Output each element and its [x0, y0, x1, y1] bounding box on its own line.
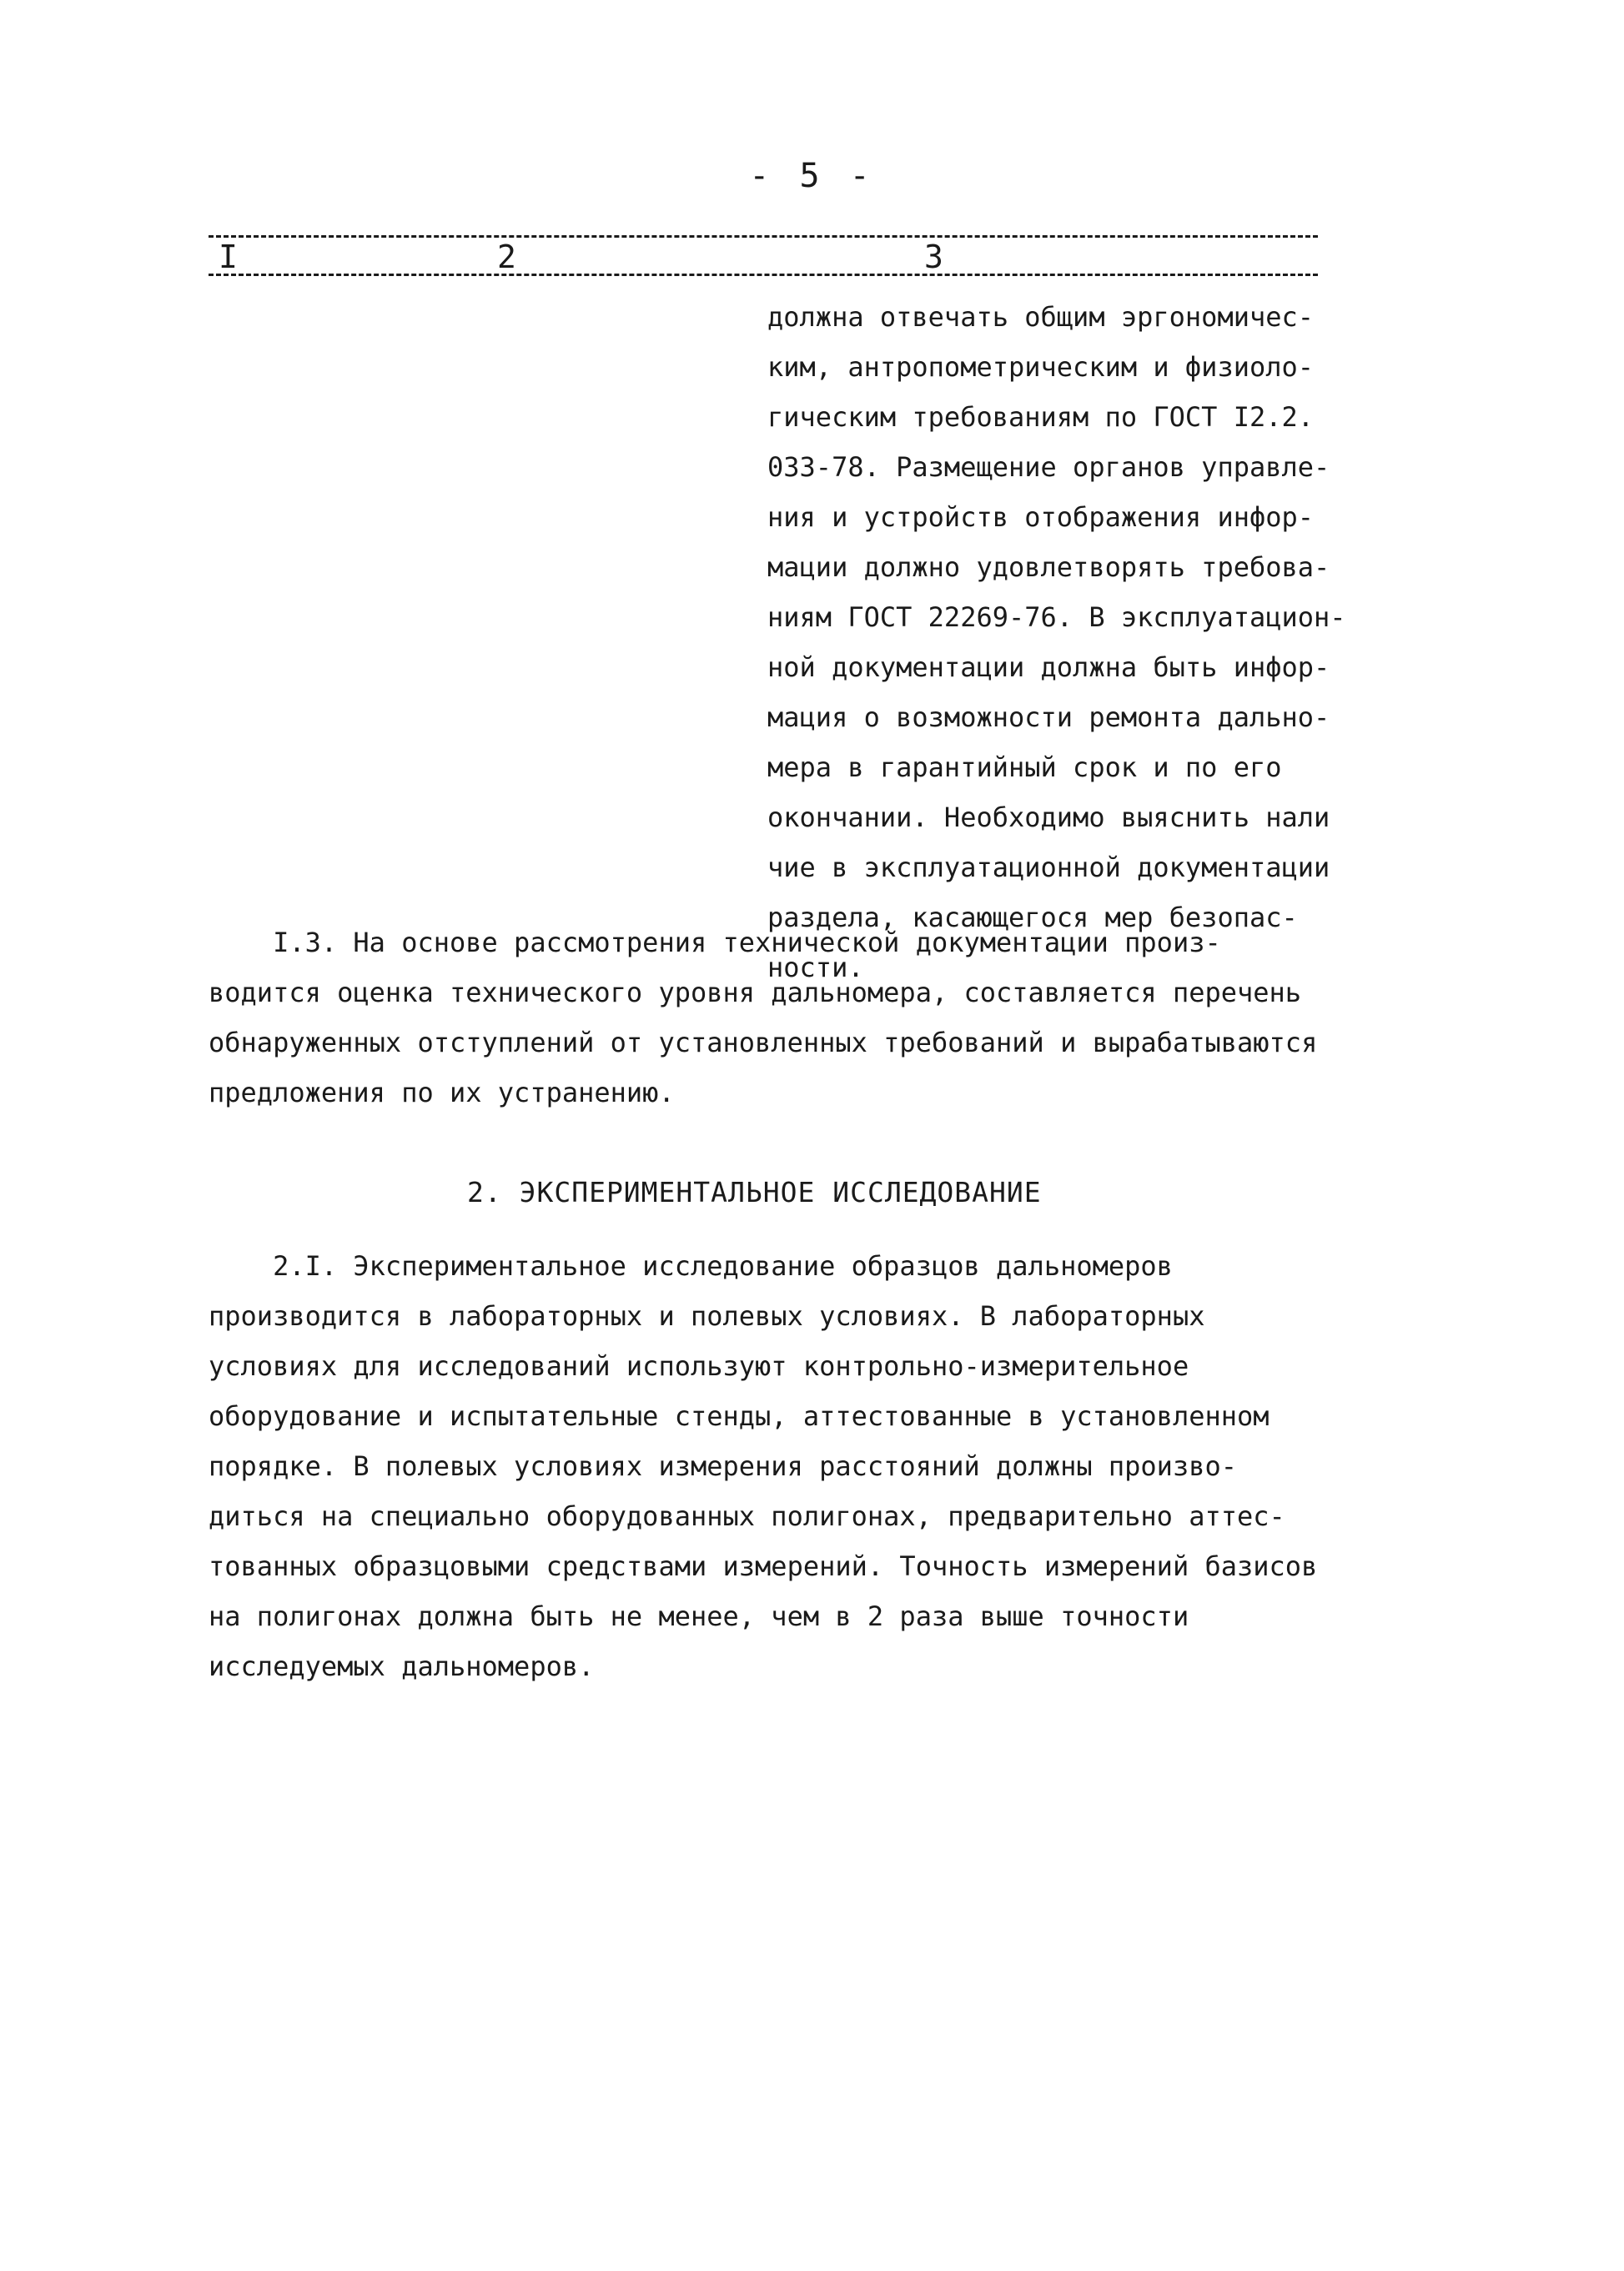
text-line: мация о возможности ремонта дально-	[767, 701, 1330, 733]
text-line: чие в эксплуатационной документации	[767, 852, 1330, 883]
table-header-dashed-rule	[209, 274, 1318, 276]
text-line: должна отвечать общим эргономичес-	[767, 301, 1315, 333]
text-line: I.3. На основе рассмотрения технической документации произ-	[209, 927, 1221, 958]
text-line: на полигонах должна быть не менее, чем в 2 раза выше точности	[209, 1600, 1189, 1632]
section-heading: 2. ЭКСПЕРИМЕНТАЛЬНОЕ ИССЛЕДОВАНИЕ	[467, 1176, 1042, 1208]
text-line: 2.I. Экспериментальное исследование образцов дальномеров	[209, 1250, 1173, 1282]
text-line: ния и устройств отображения инфор-	[767, 501, 1315, 533]
text-line: ниям ГОСТ 22269-76. В эксплуатацион-	[767, 601, 1346, 633]
table-column-number-2: 2	[497, 239, 516, 275]
text-line: раздела, касающегося мер безопас-	[767, 902, 1298, 933]
text-line: производится в лабораторных и полевых условиях. В лабораторных	[209, 1300, 1205, 1332]
table-column-number-1: I	[219, 239, 238, 275]
paragraph-1-3	[209, 917, 1376, 1118]
text-line: водится оценка технического уровня дальномера, составляется перечень	[209, 977, 1302, 1008]
text-line: мера в гарантийный срок и по его	[767, 751, 1282, 783]
text-line: окончании. Необходимо выяснить нали	[767, 801, 1330, 833]
text-line: 033-78. Размещение органов управле-	[767, 451, 1330, 483]
table-column-3-text	[767, 292, 1346, 992]
text-line: оборудование и испытательные стенды, аттестованные в установленном	[209, 1400, 1270, 1432]
text-line: диться на специально оборудованных полигонах, предварительно аттес-	[209, 1500, 1285, 1532]
page-number: - 5 -	[749, 157, 875, 195]
text-line: порядке. В полевых условиях измерения расстояний должны произво-	[209, 1450, 1237, 1482]
text-line: условиях для исследований используют контрольно-измерительное	[209, 1350, 1189, 1382]
text-line: ной документации должна быть инфор-	[767, 651, 1330, 683]
text-line: предложения по их устранению.	[209, 1077, 675, 1108]
text-line: ким, антропометрическим и физиоло-	[767, 351, 1315, 383]
text-line: гическим требованиям по ГОСТ I2.2.	[767, 401, 1315, 433]
text-line: тованных образцовыми средствами измерений. Точность измерений базисов	[209, 1550, 1318, 1582]
text-line: исследуемых дальномеров.	[209, 1650, 595, 1682]
table-column-number-3: 3	[924, 239, 943, 275]
text-line: мации должно удовлетворять требова-	[767, 551, 1330, 583]
paragraph-2-1	[209, 1241, 1376, 1691]
table-top-dashed-rule	[209, 235, 1318, 238]
text-line: ности.	[767, 952, 864, 983]
text-line: обнаруженных отступлений от установленных требований и вырабатываются	[209, 1027, 1318, 1058]
